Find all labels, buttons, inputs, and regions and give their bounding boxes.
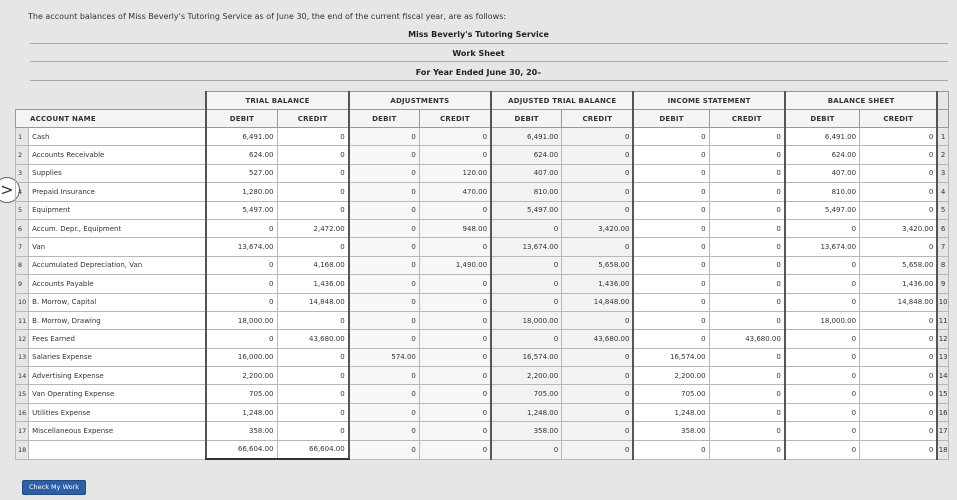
adj-debit-input[interactable]: 0	[349, 238, 420, 256]
is-credit-input[interactable]: 43,680.00	[709, 330, 785, 348]
worksheet-table	[15, 91, 949, 460]
row-number-right: 16	[937, 403, 948, 421]
atb-debit-input[interactable]: 0	[491, 256, 562, 274]
table-row	[16, 256, 949, 274]
bs-debit-input[interactable]: 0	[785, 367, 860, 385]
row-number: 13	[16, 348, 29, 366]
account-name-cell[interactable]: Van Operating Expense	[29, 385, 207, 403]
is-debit-input[interactable]: 0	[633, 183, 709, 201]
tb-credit-cell: 0	[277, 128, 349, 146]
bs-credit-input[interactable]: 0	[860, 330, 938, 348]
is-debit-input[interactable]: 16,574.00	[633, 348, 709, 366]
tb-debit-cell: 16,000.00	[206, 348, 277, 366]
table-row	[16, 238, 949, 256]
adj-credit-input[interactable]: 948.00	[419, 219, 491, 237]
is-credit-input[interactable]: 0	[709, 348, 785, 366]
adj-credit-input[interactable]: 0	[419, 403, 491, 421]
atb-debit-header: DEBIT	[491, 110, 562, 128]
atb-credit-input[interactable]: 14,848.00	[562, 293, 634, 311]
tb-credit-cell: 4,168.00	[277, 256, 349, 274]
header-rule	[30, 61, 948, 62]
row-number-right: 5	[937, 201, 948, 219]
row-number-right: 2	[937, 146, 948, 164]
row-number-right: 6	[937, 219, 948, 237]
bs-debit-input[interactable]: 810.00	[785, 183, 860, 201]
bs-credit-input[interactable]: 0	[860, 385, 938, 403]
is-debit-input[interactable]: 0	[633, 311, 709, 329]
row-number: 8	[16, 256, 29, 274]
account-name-cell[interactable]: Prepaid Insurance	[29, 183, 207, 201]
is-credit-input[interactable]: 0	[709, 256, 785, 274]
account-name-cell[interactable]: Accum. Depr., Equipment	[29, 219, 207, 237]
is-debit-input[interactable]: 0	[633, 128, 709, 146]
tb-debit-cell: 0	[206, 293, 277, 311]
account-name-cell[interactable]	[29, 440, 207, 459]
account-name-cell[interactable]: Salaries Expense	[29, 348, 207, 366]
row-number-right: 9	[937, 275, 948, 293]
tb-credit-cell: 0	[277, 311, 349, 329]
tb-debit-cell: 705.00	[206, 385, 277, 403]
is-credit-input[interactable]: 0	[709, 275, 785, 293]
row-number: 17	[16, 422, 29, 440]
balance-sheet-header: BALANCE SHEET	[785, 92, 937, 110]
atb-credit-input[interactable]: 0	[562, 367, 634, 385]
is-debit-input[interactable]: 0	[633, 146, 709, 164]
bs-credit-input[interactable]: 0	[860, 311, 938, 329]
is-debit-input[interactable]: 0	[633, 330, 709, 348]
account-name-cell[interactable]: Accounts Payable	[29, 275, 207, 293]
atb-debit-input[interactable]: 16,574.00	[491, 348, 562, 366]
atb-debit-input[interactable]: 810.00	[491, 183, 562, 201]
account-name-cell[interactable]: B. Morrow, Drawing	[29, 311, 207, 329]
row-number-right: 3	[937, 164, 948, 182]
instructions-text: The account balances of Miss Beverly's Tutoring Service as of June 30, the end of the current fiscal year, are as follows:	[28, 12, 507, 21]
tb-credit-cell: 14,848.00	[277, 293, 349, 311]
is-credit-input[interactable]: 0	[709, 385, 785, 403]
adj-debit-input[interactable]: 574.00	[349, 348, 420, 366]
atb-credit-input[interactable]: 0	[562, 440, 634, 459]
row-number-right: 17	[937, 422, 948, 440]
atb-debit-input[interactable]: 407.00	[491, 164, 562, 182]
tb-debit-cell: 624.00	[206, 146, 277, 164]
adj-credit-input[interactable]: 0	[419, 330, 491, 348]
bs-debit-input[interactable]: 13,674.00	[785, 238, 860, 256]
account-name-cell[interactable]: Supplies	[29, 164, 207, 182]
sheet-title: Work Sheet	[452, 49, 505, 58]
table-row	[16, 311, 949, 329]
table-row	[16, 440, 949, 459]
adj-credit-header: CREDIT	[419, 110, 491, 128]
tb-credit-cell: 2,472.00	[277, 219, 349, 237]
table-row	[16, 219, 949, 237]
bs-credit-input[interactable]: 3,420.00	[860, 219, 938, 237]
tb-debit-cell: 66,604.00	[206, 440, 277, 459]
bs-debit-input[interactable]: 0	[785, 348, 860, 366]
atb-credit-input[interactable]: 43,680.00	[562, 330, 634, 348]
bs-debit-input[interactable]: 0	[785, 422, 860, 440]
atb-credit-input[interactable]: 1,436.00	[562, 275, 634, 293]
row-number: 2	[16, 146, 29, 164]
is-credit-input[interactable]: 0	[709, 367, 785, 385]
adj-credit-input[interactable]: 0	[419, 128, 491, 146]
adj-credit-input[interactable]: 0	[419, 238, 491, 256]
expand-arrow-icon[interactable]: >	[0, 177, 20, 203]
check-my-work-button[interactable]: Check My Work	[22, 480, 86, 495]
tb-credit-cell: 0	[277, 146, 349, 164]
account-name-cell[interactable]: Equipment	[29, 201, 207, 219]
tb-debit-cell: 1,280.00	[206, 183, 277, 201]
bs-debit-input[interactable]: 407.00	[785, 164, 860, 182]
bs-credit-input[interactable]: 0	[860, 422, 938, 440]
adjusted-trial-balance-header: ADJUSTED TRIAL BALANCE	[491, 92, 633, 110]
table-row	[16, 348, 949, 366]
bs-credit-input[interactable]: 1,436.00	[860, 275, 938, 293]
atb-debit-input[interactable]: 6,491.00	[491, 128, 562, 146]
is-debit-input[interactable]: 0	[633, 440, 709, 459]
account-name-cell[interactable]: Cash	[29, 128, 207, 146]
bs-credit-input[interactable]: 0	[860, 440, 938, 459]
adj-debit-input[interactable]: 0	[349, 403, 420, 421]
header-rule	[30, 80, 948, 81]
atb-debit-input[interactable]: 358.00	[491, 422, 562, 440]
bs-credit-input[interactable]: 0	[860, 183, 938, 201]
tb-debit-cell: 18,000.00	[206, 311, 277, 329]
adj-credit-input[interactable]: 0	[419, 275, 491, 293]
table-row	[16, 128, 949, 146]
row-number: 6	[16, 219, 29, 237]
row-number: 10	[16, 293, 29, 311]
adj-debit-input[interactable]: 0	[349, 164, 420, 182]
adj-debit-input[interactable]: 0	[349, 256, 420, 274]
atb-debit-input[interactable]: 0	[491, 219, 562, 237]
bs-credit-input[interactable]: 0	[860, 348, 938, 366]
adj-credit-input[interactable]: 0	[419, 348, 491, 366]
adj-credit-input[interactable]: 0	[419, 311, 491, 329]
row-number: 16	[16, 403, 29, 421]
tb-debit-cell: 2,200.00	[206, 367, 277, 385]
row-number: 11	[16, 311, 29, 329]
adj-debit-input[interactable]: 0	[349, 201, 420, 219]
table-row	[16, 293, 949, 311]
is-credit-input[interactable]: 0	[709, 293, 785, 311]
adj-credit-input[interactable]: 0	[419, 293, 491, 311]
adj-credit-input[interactable]: 0	[419, 440, 491, 459]
tb-debit-cell: 527.00	[206, 164, 277, 182]
row-number: 1	[16, 128, 29, 146]
bs-debit-input[interactable]: 5,497.00	[785, 201, 860, 219]
table-row	[16, 403, 949, 421]
is-credit-input[interactable]: 0	[709, 146, 785, 164]
row-number-right: 15	[937, 385, 948, 403]
bs-debit-input[interactable]: 0	[785, 275, 860, 293]
bs-credit-input[interactable]: 0	[860, 238, 938, 256]
atb-credit-input[interactable]: 0	[562, 311, 634, 329]
is-debit-input[interactable]: 358.00	[633, 422, 709, 440]
bs-debit-input[interactable]: 18,000.00	[785, 311, 860, 329]
is-debit-input[interactable]: 2,200.00	[633, 367, 709, 385]
tb-credit-header: CREDIT	[277, 110, 349, 128]
tb-credit-cell: 0	[277, 201, 349, 219]
is-debit-input[interactable]: 0	[633, 238, 709, 256]
tb-debit-cell: 5,497.00	[206, 201, 277, 219]
atb-debit-input[interactable]: 18,000.00	[491, 311, 562, 329]
bs-credit-input[interactable]: 0	[860, 128, 938, 146]
table-row	[16, 183, 949, 201]
atb-credit-input[interactable]: 0	[562, 385, 634, 403]
row-number-right: 14	[937, 367, 948, 385]
row-number-right: 13	[937, 348, 948, 366]
atb-credit-input[interactable]: 0	[562, 348, 634, 366]
trial-balance-header: TRIAL BALANCE	[206, 92, 348, 110]
tb-debit-header: DEBIT	[206, 110, 277, 128]
is-debit-input[interactable]: 705.00	[633, 385, 709, 403]
atb-debit-input[interactable]: 5,497.00	[491, 201, 562, 219]
atb-credit-input[interactable]: 0	[562, 128, 634, 146]
adj-debit-input[interactable]: 0	[349, 146, 420, 164]
is-debit-input[interactable]: 1,248.00	[633, 403, 709, 421]
is-credit-input[interactable]: 0	[709, 238, 785, 256]
is-credit-input[interactable]: 0	[709, 164, 785, 182]
atb-credit-input[interactable]: 5,658.00	[562, 256, 634, 274]
adj-debit-input[interactable]: 0	[349, 219, 420, 237]
adj-debit-input[interactable]: 0	[349, 311, 420, 329]
account-name-cell[interactable]: Miscellaneous Expense	[29, 422, 207, 440]
bs-credit-input[interactable]: 0	[860, 367, 938, 385]
adj-credit-input[interactable]: 0	[419, 201, 491, 219]
bs-debit-input[interactable]: 624.00	[785, 146, 860, 164]
row-number-right: 7	[937, 238, 948, 256]
adj-debit-input[interactable]: 0	[349, 183, 420, 201]
bs-debit-input[interactable]: 0	[785, 385, 860, 403]
atb-debit-input[interactable]: 0	[491, 440, 562, 459]
bs-debit-input[interactable]: 0	[785, 293, 860, 311]
is-debit-input[interactable]: 0	[633, 275, 709, 293]
adj-credit-input[interactable]: 470.00	[419, 183, 491, 201]
adj-debit-input[interactable]: 0	[349, 293, 420, 311]
row-number: 18	[16, 440, 29, 459]
adj-debit-input[interactable]: 0	[349, 330, 420, 348]
tb-credit-cell: 0	[277, 422, 349, 440]
tb-credit-cell: 0	[277, 183, 349, 201]
tb-credit-cell: 0	[277, 164, 349, 182]
bs-debit-input[interactable]: 0	[785, 403, 860, 421]
adj-debit-header: DEBIT	[349, 110, 420, 128]
row-number: 14	[16, 367, 29, 385]
is-debit-input[interactable]: 0	[633, 293, 709, 311]
atb-debit-input[interactable]: 0	[491, 275, 562, 293]
atb-credit-input[interactable]: 0	[562, 146, 634, 164]
account-name-cell[interactable]: B. Morrow, Capital	[29, 293, 207, 311]
bs-credit-input[interactable]: 0	[860, 164, 938, 182]
is-credit-input[interactable]: 0	[709, 219, 785, 237]
is-debit-input[interactable]: 0	[633, 219, 709, 237]
account-name-cell[interactable]: Accounts Receivable	[29, 146, 207, 164]
is-credit-input[interactable]: 0	[709, 311, 785, 329]
account-name-cell[interactable]: Utilities Expense	[29, 403, 207, 421]
is-credit-input[interactable]: 0	[709, 183, 785, 201]
atb-credit-input[interactable]: 0	[562, 164, 634, 182]
adj-debit-input[interactable]: 0	[349, 128, 420, 146]
atb-credit-input[interactable]: 0	[562, 403, 634, 421]
atb-debit-input[interactable]: 624.00	[491, 146, 562, 164]
table-row	[16, 146, 949, 164]
tb-credit-cell: 43,680.00	[277, 330, 349, 348]
bs-credit-input[interactable]: 5,658.00	[860, 256, 938, 274]
atb-debit-input[interactable]: 0	[491, 293, 562, 311]
adj-credit-input[interactable]: 1,490.00	[419, 256, 491, 274]
row-number: 3	[16, 164, 29, 182]
row-number: 12	[16, 330, 29, 348]
row-number: 15	[16, 385, 29, 403]
account-name-cell[interactable]: Fees Earned	[29, 330, 207, 348]
row-number: 4	[16, 183, 29, 201]
adj-credit-input[interactable]: 0	[419, 422, 491, 440]
tb-credit-cell: 66,604.00	[277, 440, 349, 459]
is-debit-input[interactable]: 0	[633, 256, 709, 274]
adjustments-header: ADJUSTMENTS	[349, 92, 491, 110]
adj-credit-input[interactable]: 0	[419, 146, 491, 164]
tb-debit-cell: 6,491.00	[206, 128, 277, 146]
bs-credit-input[interactable]: 0	[860, 201, 938, 219]
row-number-right: 4	[937, 183, 948, 201]
bs-credit-input[interactable]: 14,848.00	[860, 293, 938, 311]
tb-debit-cell: 0	[206, 219, 277, 237]
header-rule	[30, 43, 948, 44]
is-debit-header: DEBIT	[633, 110, 709, 128]
atb-credit-header: CREDIT	[562, 110, 634, 128]
row-number: 7	[16, 238, 29, 256]
row-number: 5	[16, 201, 29, 219]
atb-credit-input[interactable]: 0	[562, 183, 634, 201]
atb-credit-input[interactable]: 0	[562, 201, 634, 219]
row-number-right: 11	[937, 311, 948, 329]
row-number-right: 10	[937, 293, 948, 311]
is-credit-input[interactable]: 0	[709, 422, 785, 440]
tb-credit-cell: 1,436.00	[277, 275, 349, 293]
is-debit-input[interactable]: 0	[633, 201, 709, 219]
table-row	[16, 164, 949, 182]
adj-credit-input[interactable]: 0	[419, 385, 491, 403]
row-number-right: 8	[937, 256, 948, 274]
adj-debit-input[interactable]: 0	[349, 385, 420, 403]
row-number: 9	[16, 275, 29, 293]
tb-debit-cell: 0	[206, 330, 277, 348]
row-number-right: 18	[937, 440, 948, 459]
table-row	[16, 385, 949, 403]
atb-credit-input[interactable]: 3,420.00	[562, 219, 634, 237]
table-row	[16, 422, 949, 440]
atb-credit-input[interactable]: 0	[562, 422, 634, 440]
row-number-right: 1	[937, 128, 948, 146]
tb-debit-cell: 358.00	[206, 422, 277, 440]
atb-debit-input[interactable]: 2,200.00	[491, 367, 562, 385]
tb-credit-cell: 0	[277, 238, 349, 256]
tb-credit-cell: 0	[277, 367, 349, 385]
tb-credit-cell: 0	[277, 385, 349, 403]
atb-credit-input[interactable]: 0	[562, 238, 634, 256]
period-title: For Year Ended June 30, 20–	[415, 68, 542, 77]
is-credit-input[interactable]: 0	[709, 403, 785, 421]
bs-debit-input[interactable]: 0	[785, 440, 860, 459]
bs-debit-input[interactable]: 0	[785, 330, 860, 348]
company-name: Miss Beverly's Tutoring Service	[408, 30, 549, 39]
atb-debit-input[interactable]: 13,674.00	[491, 238, 562, 256]
account-name-cell[interactable]: Van	[29, 238, 207, 256]
tb-debit-cell: 0	[206, 275, 277, 293]
is-credit-input[interactable]: 0	[709, 201, 785, 219]
tb-debit-cell: 1,248.00	[206, 403, 277, 421]
adj-debit-input[interactable]: 0	[349, 275, 420, 293]
tb-debit-cell: 0	[206, 256, 277, 274]
income-statement-header: INCOME STATEMENT	[633, 92, 784, 110]
bs-debit-input[interactable]: 0	[785, 256, 860, 274]
bs-credit-header: CREDIT	[860, 110, 938, 128]
table-row	[16, 330, 949, 348]
tb-credit-cell: 0	[277, 348, 349, 366]
adj-credit-input[interactable]: 0	[419, 367, 491, 385]
atb-debit-input[interactable]: 0	[491, 330, 562, 348]
tb-debit-cell: 13,674.00	[206, 238, 277, 256]
is-credit-input[interactable]: 0	[709, 128, 785, 146]
account-name-cell[interactable]: Advertising Expense	[29, 367, 207, 385]
bs-credit-input[interactable]: 0	[860, 403, 938, 421]
table-row	[16, 201, 949, 219]
is-credit-header: CREDIT	[709, 110, 785, 128]
tb-credit-cell: 0	[277, 403, 349, 421]
adj-credit-input[interactable]: 120.00	[419, 164, 491, 182]
is-credit-input[interactable]: 0	[709, 440, 785, 459]
bs-debit-input[interactable]: 6,491.00	[785, 128, 860, 146]
bs-credit-input[interactable]: 0	[860, 146, 938, 164]
table-row	[16, 275, 949, 293]
atb-debit-input[interactable]: 1,248.00	[491, 403, 562, 421]
adj-debit-input[interactable]: 0	[349, 422, 420, 440]
account-name-cell[interactable]: Accumulated Depreciation, Van	[29, 256, 207, 274]
account-name-header: ACCOUNT NAME	[16, 110, 207, 128]
adj-debit-input[interactable]: 0	[349, 440, 420, 459]
table-row	[16, 367, 949, 385]
row-number-right: 12	[937, 330, 948, 348]
is-debit-input[interactable]: 0	[633, 164, 709, 182]
atb-debit-input[interactable]: 705.00	[491, 385, 562, 403]
bs-debit-header: DEBIT	[785, 110, 860, 128]
adj-debit-input[interactable]: 0	[349, 367, 420, 385]
bs-debit-input[interactable]: 0	[785, 219, 860, 237]
